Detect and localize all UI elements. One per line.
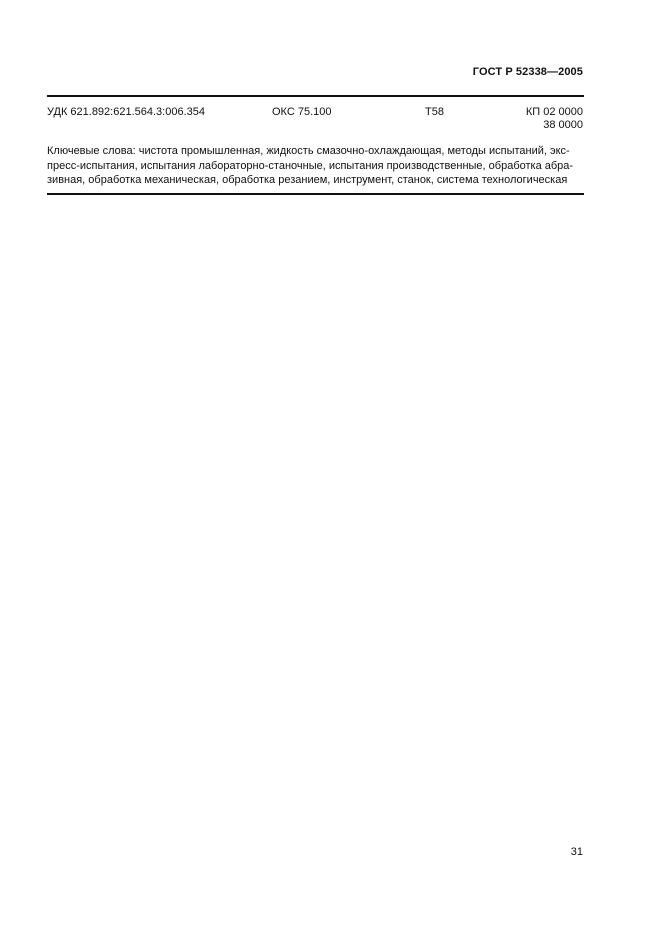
kp-code-line1: КП 02 0000 xyxy=(525,106,583,118)
keywords-line: зивная, обработка механическая, обработка резанием, инструмент, станок, система технологическая xyxy=(47,174,568,186)
top-rule xyxy=(47,95,584,97)
udk-code: УДК 621.892:621.564.3:006.354 xyxy=(47,106,205,118)
keywords-line: Ключевые слова: чистота промышленная, жидкость смазочно-охлаждающая, методы испытаний, экс- xyxy=(47,145,570,157)
page-number: 31 xyxy=(570,846,583,858)
oks-code: ОКС 75.100 xyxy=(272,106,332,118)
group-code: Т58 xyxy=(425,106,444,118)
kp-code-line2: 38 0000 xyxy=(543,119,583,131)
keywords-paragraph xyxy=(47,144,584,188)
keywords-line: пресс-испытания, испытания лабораторно-станочные, испытания производственные, обработка абра- xyxy=(47,159,574,172)
standard-code: ГОСТ Р 52338—2005 xyxy=(472,66,583,78)
kp-code xyxy=(526,106,583,132)
bottom-rule xyxy=(47,193,584,195)
